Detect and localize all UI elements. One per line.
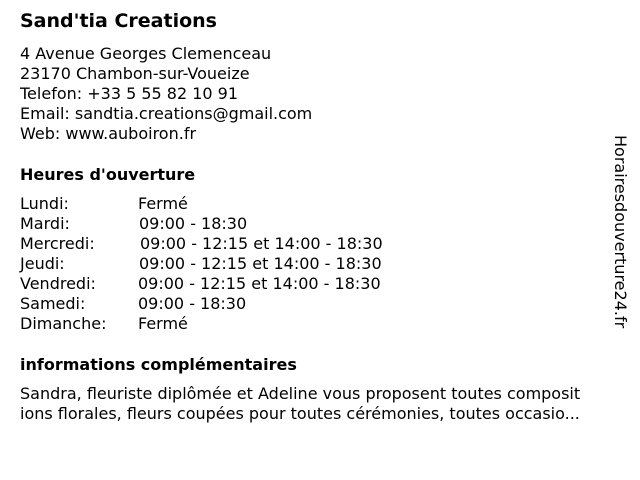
watermark-text: Horairesdouverture24.fr bbox=[611, 135, 630, 329]
day-label: Jeudi: bbox=[20, 254, 65, 273]
day-hours: Fermé bbox=[138, 194, 188, 213]
day-label: Dimanche: bbox=[20, 314, 107, 333]
day-hours: 09:00 - 12:15 et 14:00 - 18:30 bbox=[138, 274, 381, 293]
day-hours: 09:00 - 12:15 et 14:00 - 18:30 bbox=[139, 254, 382, 273]
site-watermark bbox=[612, 135, 632, 345]
phone-number: Telefon: +33 5 55 82 10 91 bbox=[20, 84, 239, 103]
info-line-2: ions florales, fleurs coupées pour toutes cérémonies, toutes occasio... bbox=[20, 404, 580, 423]
day-label: Mardi: bbox=[20, 214, 70, 233]
info-description bbox=[20, 384, 630, 424]
day-label: Vendredi: bbox=[20, 274, 96, 293]
email-address: Email: sandtia.creations@gmail.com bbox=[20, 104, 313, 123]
address-line-2: 23170 Chambon-sur-Voueize bbox=[20, 64, 250, 83]
address-line-1: 4 Avenue Georges Clemenceau bbox=[20, 44, 272, 63]
day-hours: 09:00 - 18:30 bbox=[139, 214, 248, 233]
info-heading: informations complémentaires bbox=[20, 355, 297, 374]
day-label: Lundi: bbox=[20, 194, 69, 213]
day-label: Samedi: bbox=[20, 294, 86, 313]
day-hours: 09:00 - 12:15 et 14:00 - 18:30 bbox=[140, 234, 383, 253]
hours-heading: Heures d'ouverture bbox=[20, 165, 196, 184]
day-hours: 09:00 - 18:30 bbox=[138, 294, 247, 313]
website: Web: www.auboiron.fr bbox=[20, 124, 197, 143]
contact-block bbox=[20, 44, 312, 144]
day-label: Mercredi: bbox=[20, 234, 95, 253]
info-line-1: Sandra, fleuriste diplômée et Adeline vous proposent toutes composit bbox=[20, 384, 581, 403]
day-hours: Fermé bbox=[138, 314, 188, 333]
business-name: Sand'tia Creations bbox=[20, 10, 217, 32]
